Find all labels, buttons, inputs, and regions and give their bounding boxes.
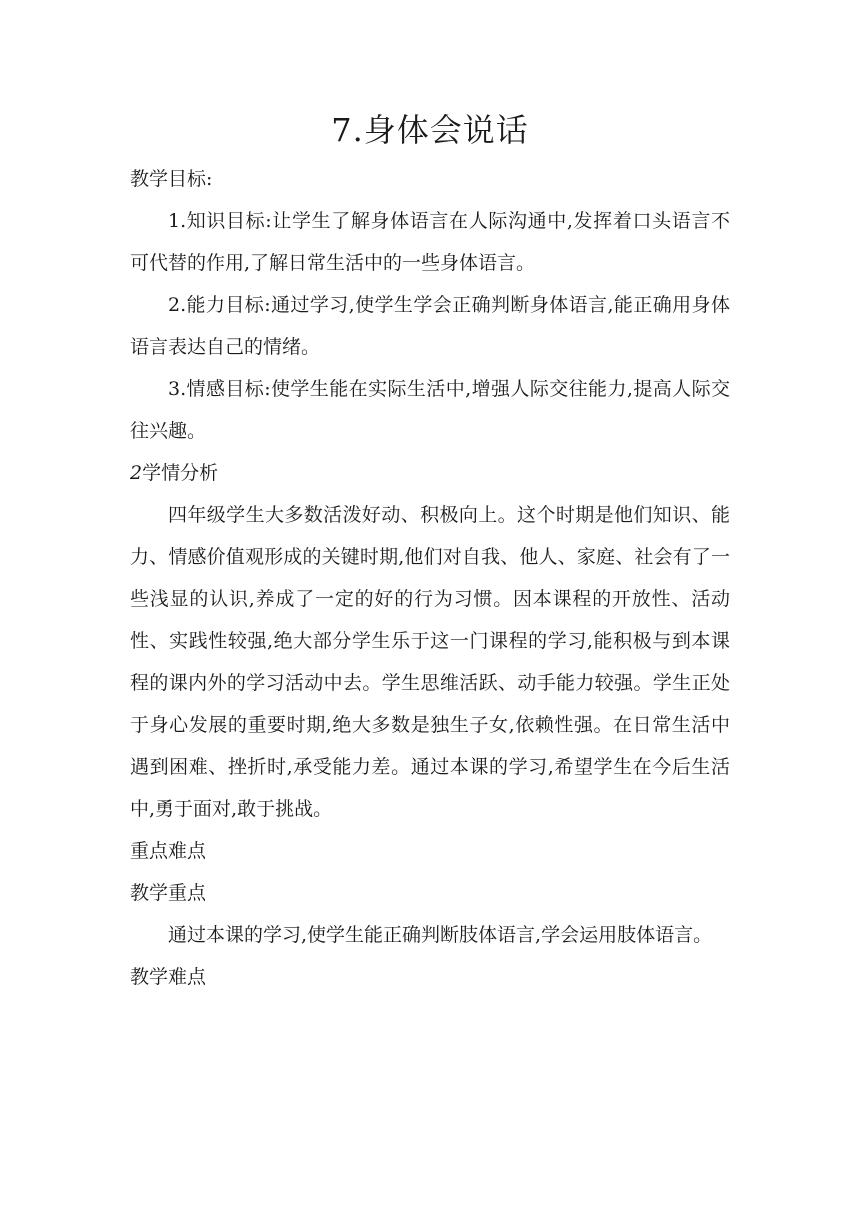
analysis-heading	[130, 452, 730, 494]
page-title: 7.身体会说话	[331, 111, 529, 149]
objectives-heading: 教学目标:	[130, 168, 213, 190]
analysis-heading-text: 学情分析	[142, 462, 219, 484]
key-points-heading: 教学重点	[130, 882, 207, 904]
key-difficult-heading: 重点难点	[130, 840, 207, 862]
analysis-body: 四年级学生大多数活泼好动、积极向上。这个时期是他们知识、能力、情感价值观形成的关键时期,他们对自我、他人、家庭、社会有了一些浅显的认识,养成了一定的好的行为习惯。因本课程的开放性、活动性、实践性较强,绝大部分学生乐于这一门课程的学习,能积极与到本课程的课内外的学习活动中去。学生思维活跃、动手能力较强。学生正处于身心发展的重要时期,绝大多数是独生子女,依赖性强。在日常生活中遇到困难、挫折时,承受能力差。通过本课的学习,希望学生在今后生活中,勇于面对,敢于挑战。	[130, 504, 730, 820]
key-points-body: 通过本课的学习,使学生能正确判断肢体语言,学会运用肢体语言。	[168, 924, 713, 946]
analysis-heading-number: 2	[130, 462, 143, 484]
objective-item-knowledge: 1.知识目标:让学生了解身体语言在人际沟通中,发挥着口头语言不可代替的作用,了解日常生活中的一些身体语言。	[130, 210, 730, 274]
objective-item-ability: 2.能力目标:通过学习,使学生学会正确判断身体语言,能正确用身体语言表达自己的情绪。	[130, 294, 730, 358]
difficult-points-heading: 教学难点	[130, 966, 207, 988]
objective-item-emotion: 3.情感目标:使学生能在实际生活中,增强人际交往能力,提高人际交往兴趣。	[130, 378, 730, 442]
